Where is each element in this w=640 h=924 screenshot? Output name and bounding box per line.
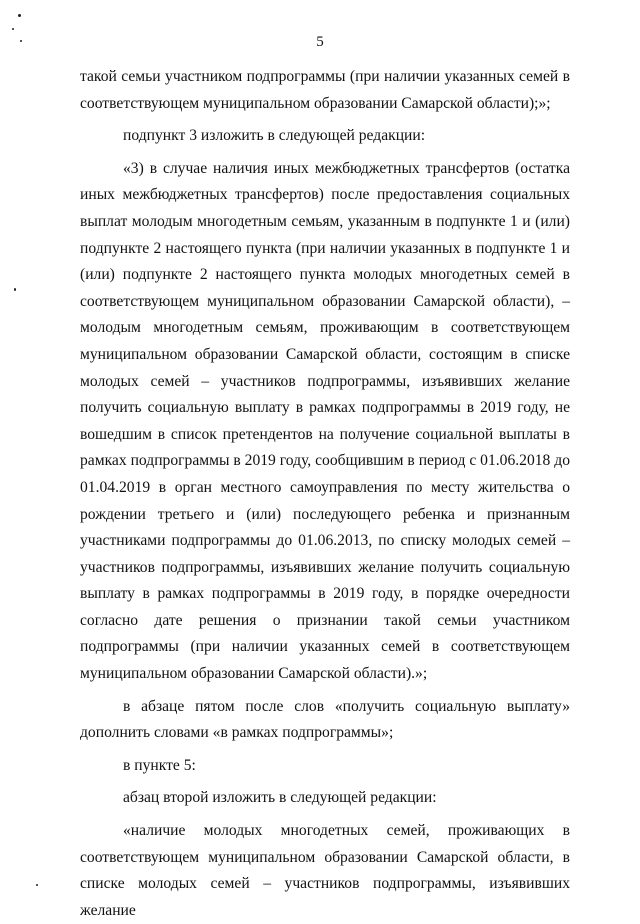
paragraph-fifth-abzac-amendment: в абзаце пятом после слов «получить социальную выплату» дополнить словами «в рамках подпрограммы»; bbox=[80, 697, 570, 742]
paragraph-subpoint-3-instruction: подпункт 3 изложить в следующей редакции: bbox=[123, 127, 426, 145]
paragraph-second-abzac-instruction: абзац второй изложить в следующей редакции: bbox=[123, 789, 437, 807]
paragraph-subpoint-3-text: «3) в случае наличия иных межбюджетных трансфертов (остатка иных межбюджетных трансфертов) после предоставления социальных выплат молодым многодетным семьям, указанным в подпункте 1 и (или) подпункте 2 настоящего пункта (при наличии указанных в подпункте 1 и (или) подпункте 2 настоящего пункта молодых многодетных семей в соответствующем муниципальном образовании Самарской области), – молодым многодетным семьям, проживающим в соответствующем муниципальном образовании Самарской области, состоящим в списке молодых семей – участников подпрограммы, изъявивших желание получить социальную выплату в рамках подпрограммы в 2019 году, не вошедшим в список претендентов на получение социальной выплаты в рамках подпрограммы в 2019 году, сообщившим в период с 01.06.2018 до 01.04.2019 в орган местного самоуправления по месту жительства о рождении третьего и (или) последующего ребенка и признанным участниками подпрограммы до 01.06.2013, по списку молодых семей – участников подпрограммы, изъявивших желание получить социальную выплату в рамках подпрограммы в 2019 году, в порядке очередности согласно дате решения о признании такой семьи участником подпрограммы (при наличии указанных семей в соответствующем муниципальном образовании Самарской области).»; bbox=[80, 159, 570, 683]
scan-speck bbox=[12, 28, 14, 30]
paragraph-second-abzac-text: «наличие молодых многодетных семей, проживающих в соответствующем муниципальном образовании Самарской области, в списке молодых семей – участников подпрограммы, изъявивших желание bbox=[80, 822, 570, 919]
paragraph-point-5: в пункте 5: bbox=[123, 756, 196, 774]
scan-speck bbox=[36, 884, 38, 886]
page-number: 5 bbox=[316, 34, 324, 50]
scan-speck bbox=[14, 288, 16, 291]
document-body bbox=[80, 64, 570, 924]
paragraph-continuation: такой семьи участником подпрограммы (при наличии указанных семей в соответствующем муниципальном образовании Самарской области);»; bbox=[80, 68, 570, 112]
scan-speck bbox=[18, 14, 21, 17]
